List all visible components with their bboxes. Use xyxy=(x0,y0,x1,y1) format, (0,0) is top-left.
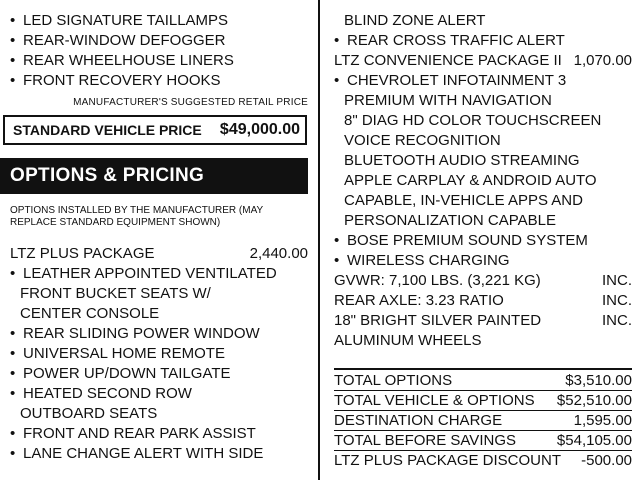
conv-item-bluetooth: BLUETOOTH AUDIO STREAMING xyxy=(344,152,580,169)
pkg-item-park-assist: • FRONT AND REAR PARK ASSIST xyxy=(10,424,256,444)
pkg-item-lane-change-alert: • LANE CHANGE ALERT WITH SIDE xyxy=(10,444,263,464)
total-before-savings-label: TOTAL BEFORE SAVINGS xyxy=(334,432,516,449)
convenience-package-price: 1,070.00 xyxy=(573,52,632,69)
ltz-plus-package-name: LTZ PLUS PACKAGE xyxy=(10,245,155,262)
conv-item-voice-recognition: VOICE RECOGNITION xyxy=(344,132,501,149)
conv-item-infotainment: • CHEVROLET INFOTAINMENT 3 xyxy=(334,71,566,91)
conv-item-personalization: PERSONALIZATION CAPABLE xyxy=(344,212,556,229)
conv-item-apps: CAPABLE, IN-VEHICLE APPS AND xyxy=(344,192,583,209)
wheels-value: INC. xyxy=(602,312,632,329)
total-vehicle-options-value: $52,510.00 xyxy=(556,392,632,409)
feature-rear-defogger: • REAR-WINDOW DEFOGGER xyxy=(10,31,226,51)
pkg-item-power-tailgate: • POWER UP/DOWN TAILGATE xyxy=(10,364,231,384)
pkg-item-heated-second-row: • HEATED SECOND ROW xyxy=(10,384,192,404)
options-note: OPTIONS INSTALLED BY THE MANUFACTURER (MAY REPLACE STANDARD EQUIPMENT SHOWN) xyxy=(10,205,264,228)
feature-recovery-hooks: • FRONT RECOVERY HOOKS xyxy=(10,71,221,91)
total-options-label: TOTAL OPTIONS xyxy=(334,372,453,389)
conv-item-wireless-charging: • WIRELESS CHARGING xyxy=(334,251,510,271)
standard-price-label: STANDARD VEHICLE PRICE xyxy=(13,122,202,138)
pkg-item-center-console: CENTER CONSOLE xyxy=(20,305,160,322)
package-discount-value: -500.00 xyxy=(581,452,632,469)
conv-item-bose: • BOSE PREMIUM SOUND SYSTEM xyxy=(334,231,588,251)
pkg-item-rear-cross-traffic: • REAR CROSS TRAFFIC ALERT xyxy=(334,31,565,51)
package-discount-label: LTZ PLUS PACKAGE DISCOUNT xyxy=(334,452,561,469)
total-vehicle-options-label: TOTAL VEHICLE & OPTIONS xyxy=(334,392,535,409)
convenience-package-name: LTZ CONVENIENCE PACKAGE II xyxy=(334,52,562,69)
right-column xyxy=(318,0,638,480)
left-column xyxy=(0,0,318,480)
feature-wheelhouse-liners: • REAR WHEELHOUSE LINERS xyxy=(10,51,234,71)
gvwr-value: INC. xyxy=(602,272,632,289)
rear-axle-label: REAR AXLE: 3.23 RATIO xyxy=(334,292,504,309)
pkg-item-leather-seats: • LEATHER APPOINTED VENTILATED xyxy=(10,264,277,284)
destination-charge-value: 1,595.00 xyxy=(573,412,632,429)
pkg-item-blind-zone-alert: BLIND ZONE ALERT xyxy=(344,12,486,29)
summary-top-rule xyxy=(334,368,632,370)
conv-item-carplay: APPLE CARPLAY & ANDROID AUTO xyxy=(344,172,597,189)
conv-item-navigation: PREMIUM WITH NAVIGATION xyxy=(344,92,552,109)
standard-price-value: $49,000.00 xyxy=(219,121,300,138)
ltz-plus-package-price: 2,440.00 xyxy=(249,245,308,262)
gvwr-label: GVWR: 7,100 LBS. (3,221 KG) xyxy=(334,272,541,289)
pkg-item-leather-seats-cont: FRONT BUCKET SEATS W/ xyxy=(20,285,211,302)
rear-axle-value: INC. xyxy=(602,292,632,309)
pkg-item-rear-sliding-window: • REAR SLIDING POWER WINDOW xyxy=(10,324,260,344)
conv-item-touchscreen: 8" DIAG HD COLOR TOUCHSCREEN xyxy=(344,112,602,129)
feature-led-taillamps: • LED SIGNATURE TAILLAMPS xyxy=(10,11,228,31)
wheels-label: 18" BRIGHT SILVER PAINTED xyxy=(334,312,542,329)
wheels-label-cont: ALUMINUM WHEELS xyxy=(334,332,482,349)
options-banner xyxy=(0,158,308,194)
total-before-savings-value: $54,105.00 xyxy=(556,432,632,449)
options-title: OPTIONS & PRICING xyxy=(10,165,205,186)
total-options-value: $3,510.00 xyxy=(565,372,632,389)
pkg-item-outboard-seats: OUTBOARD SEATS xyxy=(20,405,158,422)
pkg-item-home-remote: • UNIVERSAL HOME REMOTE xyxy=(10,344,225,364)
msrp-label: MANUFACTURER'S SUGGESTED RETAIL PRICE xyxy=(73,97,308,108)
standard-price-box xyxy=(3,115,307,145)
destination-charge-label: DESTINATION CHARGE xyxy=(334,412,503,429)
